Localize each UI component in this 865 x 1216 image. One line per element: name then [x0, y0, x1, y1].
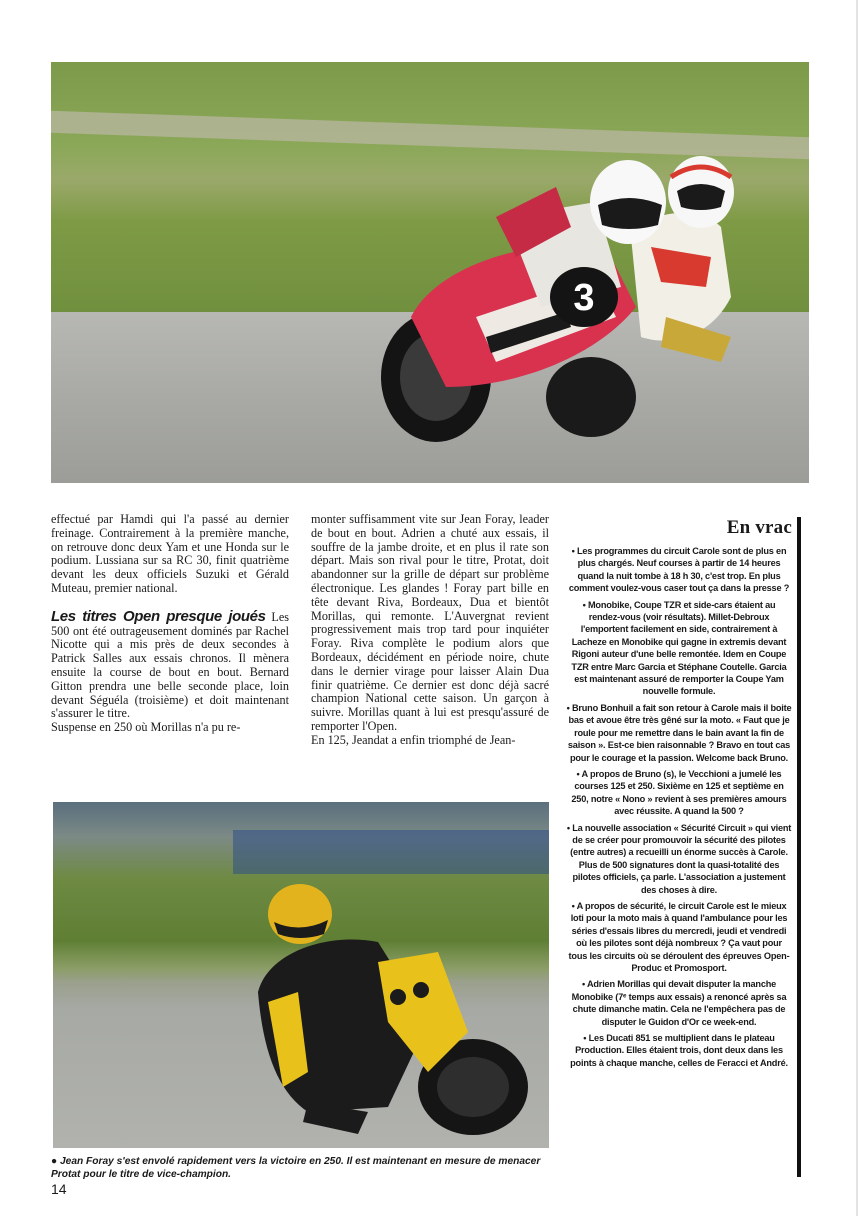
article-paragraph-open-titles — [51, 607, 289, 721]
article-column-2 — [311, 513, 549, 748]
sidebar-item: • Bruno Bonhuil a fait son retour à Carole mais il boite bas et avoue être très gêné sur la moto. « Faut que je roule pour me remettre dans le bain avant la fin de saison ». Est-ce bien raisonnable ? Bravo en tout cas pour le courage et la passion. Welcome back Bruno. — [566, 702, 792, 763]
motorcycle-yellow-rider — [238, 872, 538, 1142]
sidebar-item: • A propos de Bruno (s), le Vecchioni a jumelé les courses 125 et 250. Sixième en 125 et septième en 250, notre « Nono » revient à ses premières amours avec réussite. A quand la 500 ? — [571, 768, 787, 817]
article-paragraph-text: Les 500 ont été outrageusement dominés par Rachel Nicotte qui a mis près de deux secondes à Patrick Salles aux essais chronos. Il mènera ensuite la course de bout en bout. Bernard Gitton prendra une belle seconde place, loin devant Séguéla (troisième) et doit maintenant s'assurer le titre. — [51, 609, 289, 721]
article-paragraph: monter suffisamment vite sur Jean Foray, leader de bout en bout. Adrien a chuté aux essais, il souffre de la jambe droite, et en plus il rate son départ. Mais son rival pour le titre, Protat, doit abandonner sur la grille de départ sur problème électronique. Les glandes ! Foray part bille en tête devant Riva, Bordeaux, Dua et bientôt Morillas, qui remonte. L'Auvergnat revient progressivement mais trop tard pour inquiéter Foray. Riva complète le podium alors que Bordeaux, décidément en période noire, chute dans le dernier virage pour laisser Alain Dua finir quatrième. Ce dernier est donc déjà sacré champion National cette saison. Un garçon à suivre. Morillas quant à lui est presqu'assuré de remporter l'Open. — [311, 512, 549, 733]
sidebar-title: En vrac — [726, 517, 792, 538]
sidebar-item: • Les Ducati 851 se multiplient dans le plateau Production. Elles étaient trois, dont deux dans les points à chaque manche, celles de Feracci et André. — [570, 1033, 788, 1068]
photo-jean-foray — [53, 802, 549, 1148]
photo-race-leaders — [51, 62, 809, 483]
sidebar-item: • Monobike, Coupe TZR et side-cars étaient au rendez-vous (voir résultats). Millet-Debroux l'emportent facilement en side, contrairement à Lacheze en Monobike qui gagne in extremis devant Rigoni auteur d'une belle remontée. Idem en Coupe TZR entre Marc Garcia et Stéphane Coutelle. Garcia est maintenant assuré de remporter la Coupe Yam nouvelle formule. — [571, 599, 787, 697]
article-paragraph: Suspense en 250 où Morillas n'a pu re- — [51, 720, 241, 735]
page-edge — [856, 0, 858, 1216]
sidebar-item: • Les programmes du circuit Carole sont de plus en plus chargés. Neuf courses à partir de 14 heures quand la nuit tombe à 18 h 30, c'est trop. En plus comment voulez-vous caser tout ça dans la presse ? — [568, 546, 790, 594]
article-paragraph: effectué par Hamdi qui l'a passé au dernier freinage. Contrairement à la première manche, on retrouve donc deux Yam et une Honda sur le podium. Lussiana sur sa RC 30, finit quatrième devant les deux officiels Suzuki et Gérald Muteau, premier national. — [51, 512, 289, 595]
sidebar-rule — [797, 517, 801, 1177]
article-column-1 — [51, 513, 289, 735]
sidebar-item: • La nouvelle association « Sécurité Circuit » qui vient de se créer pour promouvoir la sécurité des pilotes (entre autres) a recueilli un énorme succès à Carole. Plus de 500 signatures dont la quasi-totalité des pilotes officiels, ça parle. L'association a justement des choses à dire. — [566, 822, 792, 895]
article-paragraph: En 125, Jeandat a enfin triomphé de Jean- — [311, 732, 516, 747]
trackside-banner — [233, 830, 549, 874]
photo-caption: ● Jean Foray s'est envolé rapidement vers la victoire en 250. Il est maintenant en mesure de menacer Protat pour le titre de vice-champion. — [51, 1156, 541, 1180]
motorcycle-red-number-3 — [366, 147, 696, 447]
sidebar-item: • A propos de sécurité, le circuit Carole est le mieux loti pour la moto mais à quand l'ambulance pour les séries d'essais libres du mercredi, jeudi et vendredi où les pilotes sont déjà nombreux ? Ça vaut pour tous les circuits où se déroulent des épreuves Open-Produc et Promosport. — [568, 900, 790, 973]
bike-number: 3 — [573, 277, 595, 319]
page-number: 14 — [51, 1181, 67, 1197]
en-vrac-sidebar — [566, 517, 792, 1073]
sidebar-item: • Adrien Morillas qui devait disputer la manche Monobike (7ᵉ temps aux essais) a renoncé après sa chute dimanche matin. Cela ne l'empêchera pas de disputer le Guidon d'Or ce week-end. — [571, 979, 787, 1027]
section-heading: Les titres Open presque joués — [51, 607, 266, 625]
